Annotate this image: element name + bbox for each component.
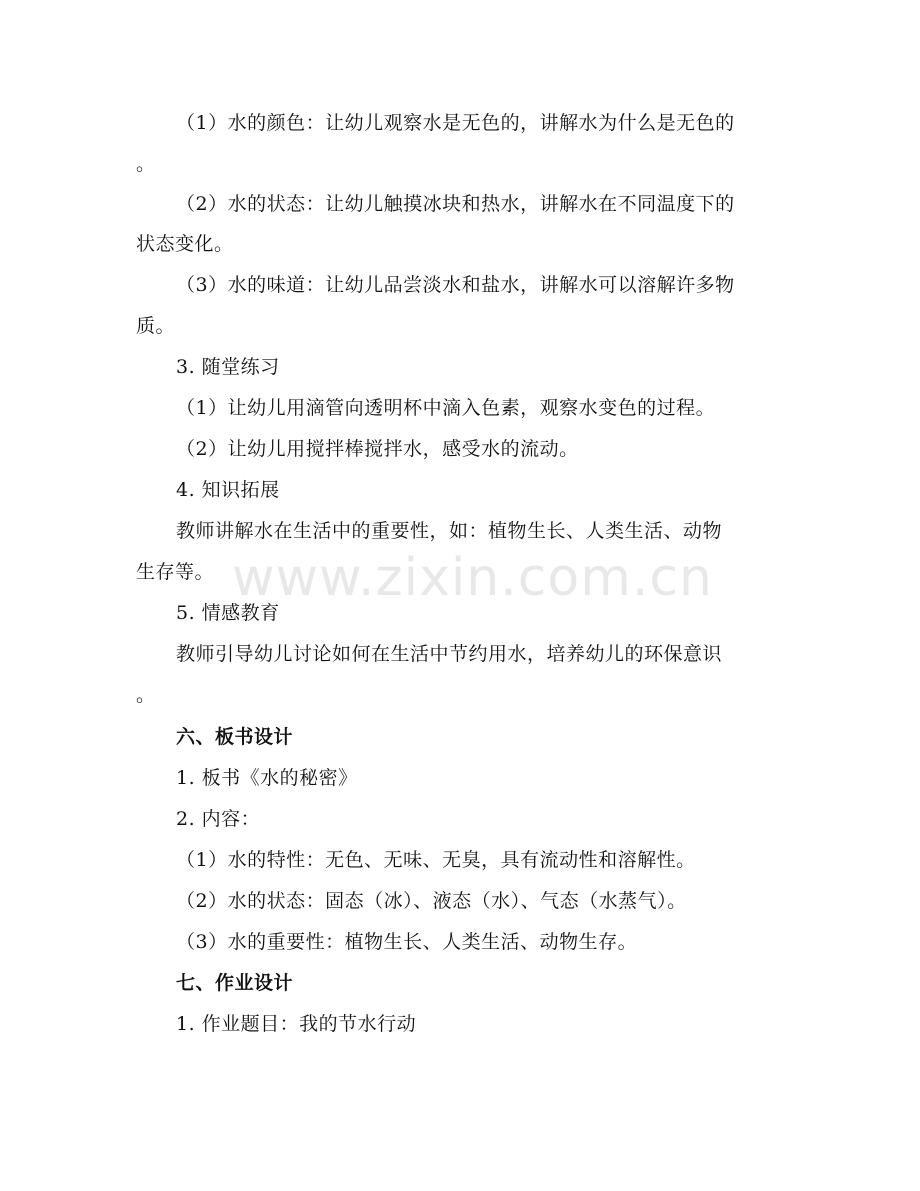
section-emotion-title: 5. 情感教育 <box>176 602 280 624</box>
knowledge-line2: 生存等。 <box>136 561 215 583</box>
heading-blackboard-design: 六、板书设计 <box>176 726 294 748</box>
watermark: www.zixin.com.cn <box>232 548 713 608</box>
blackboard-subitem-3: （3）水的重要性：植物生长、人类生活、动物生存。 <box>176 931 638 953</box>
blackboard-subitem-1: （1）水的特性：无色、无味、无臭，具有流动性和溶解性。 <box>176 849 696 871</box>
paragraph-water-state-line2: 状态变化。 <box>136 233 234 255</box>
paragraph-water-taste-line1: （3）水的味道：让幼儿品尝淡水和盐水，讲解水可以溶解许多物 <box>176 274 735 296</box>
section-knowledge-title: 4. 知识拓展 <box>176 479 280 501</box>
heading-homework-design: 七、作业设计 <box>176 972 294 994</box>
paragraph-water-color-line1: （1）水的颜色：让幼儿观察水是无色的，讲解水为什么是无色的 <box>176 112 735 134</box>
section-practice-title: 3. 随堂练习 <box>176 356 280 378</box>
emotion-line1: 教师引导幼儿讨论如何在生活中节约用水，培养幼儿的环保意识 <box>176 643 723 665</box>
paragraph-water-taste-line2: 质。 <box>136 315 176 337</box>
knowledge-line1: 教师讲解水在生活中的重要性，如：植物生长、人类生活、动物 <box>176 520 723 542</box>
emotion-line2: 。 <box>136 684 156 706</box>
blackboard-item-1: 1. 板书《水的秘密》 <box>176 767 358 789</box>
homework-item-1: 1. 作业题目：我的节水行动 <box>176 1013 417 1035</box>
practice-item-2: （2）让幼儿用搅拌棒搅拌水，感受水的流动。 <box>176 438 579 460</box>
practice-item-1: （1）让幼儿用滴管向透明杯中滴入色素，观察水变色的过程。 <box>176 397 716 419</box>
blackboard-subitem-2: （2）水的状态：固态（冰）、液态（水）、气态（水蒸气）。 <box>176 890 687 912</box>
paragraph-water-color-line2: 。 <box>136 153 156 175</box>
paragraph-water-state-line1: （2）水的状态：让幼儿触摸冰块和热水，讲解水在不同温度下的 <box>176 193 735 215</box>
blackboard-item-2: 2. 内容： <box>176 808 261 830</box>
